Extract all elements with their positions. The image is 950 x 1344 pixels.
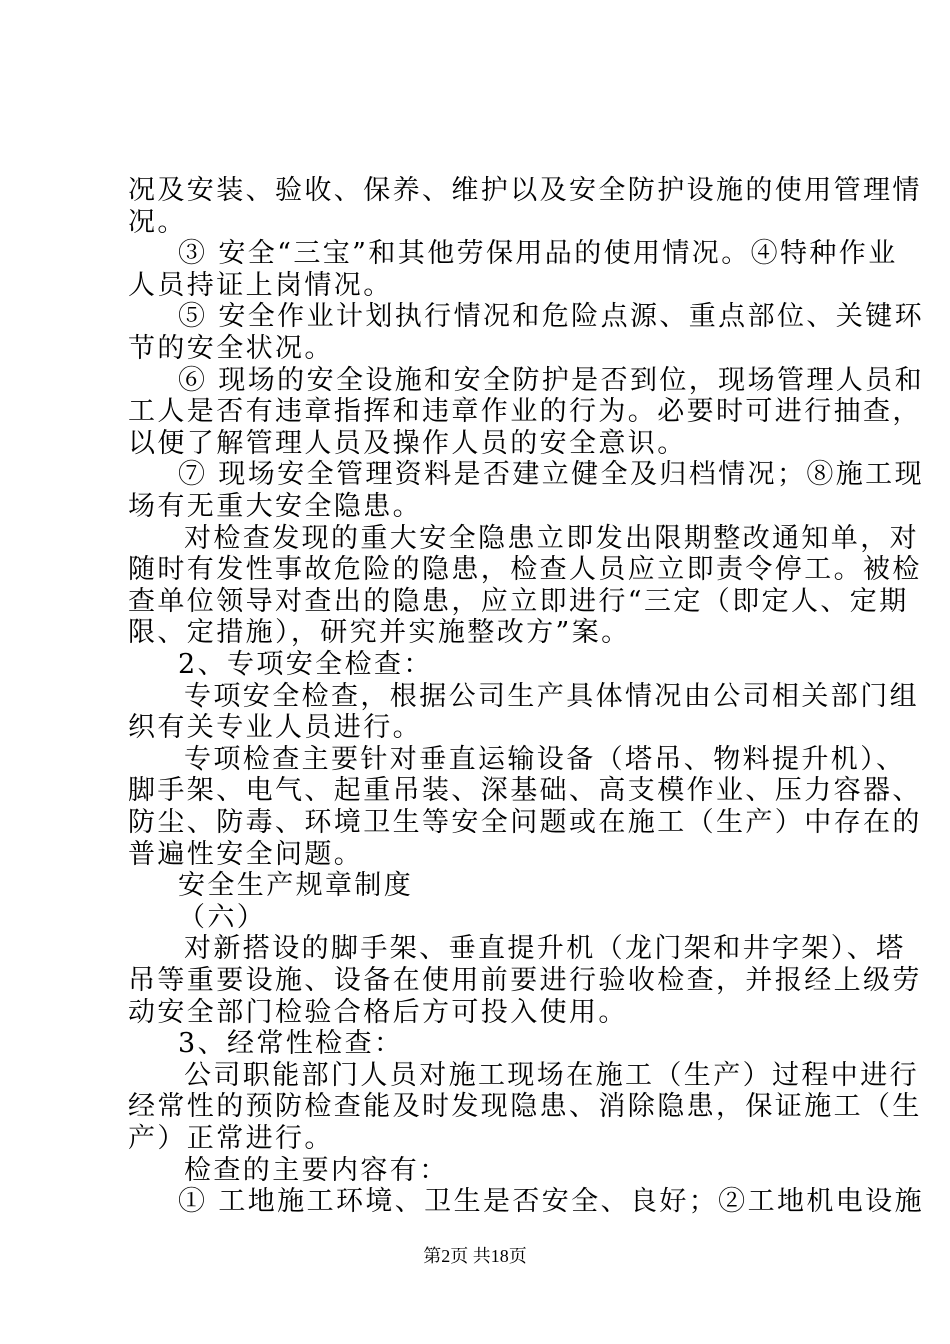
- body-line: ⑦ 现场安全管理资料是否建立健全及归档情况；⑧施工现: [178, 459, 924, 491]
- body-line: 公司职能部门人员对施工现场在施工（生产）过程中进行: [184, 1059, 919, 1091]
- section-heading: 3、经常性检查：: [178, 1028, 404, 1060]
- body-line: 专项安全检查，根据公司生产具体情况由公司相关部门组: [184, 680, 919, 712]
- body-line: 节的安全状况。: [128, 333, 334, 364]
- body-line: 场有无重大安全隐患。: [128, 491, 422, 522]
- body-line: 检查的主要内容有：: [184, 1154, 449, 1186]
- body-line: 动安全部门检验合格后方可投入使用。: [128, 996, 628, 1028]
- body-line: 产）正常进行。: [128, 1123, 334, 1154]
- body-line: 工人是否有违章指挥和违章作业的行为。必要时可进行抽查，: [128, 396, 922, 428]
- body-line: 防尘、防毒、环境卫生等安全问题或在施工（生产）中存在的: [128, 807, 922, 838]
- body-line: 人员持证上岗情况。: [128, 269, 393, 301]
- body-line: 况。: [128, 206, 187, 238]
- body-line: 普遍性安全问题。: [128, 838, 364, 870]
- body-line: 以便了解管理人员及操作人员的安全意识。: [128, 427, 687, 459]
- body-line: 对检查发现的重大安全隐患立即发出限期整改通知单，对: [184, 522, 919, 554]
- page-footer: 第2页 共18页: [423, 1246, 527, 1266]
- body-line: 织有关专业人员进行。: [128, 712, 422, 744]
- section-heading: 2、专项安全检查：: [178, 649, 433, 680]
- body-line: 对新搭设的脚手架、垂直提升机（龙门架和井字架）、塔: [184, 933, 906, 965]
- body-line: 况及安装、验收、保养、维护以及安全防护设施的使用管理情: [128, 175, 922, 206]
- body-line: ③ 安全“三宝”和其他劳保用品的使用情况。④特种作业: [178, 238, 898, 270]
- body-line: 查单位领导对查出的隐患，应立即进行“三定（即定人、定期: [128, 585, 909, 617]
- body-line: 限、定措施），研究并实施整改方”案。: [128, 617, 631, 649]
- body-line: 随时有发性事故危险的隐患，检查人员应立即责令停工。被检: [128, 554, 922, 586]
- body-line: ① 工地施工环境、卫生是否安全、良好；②工地机电设施: [178, 1186, 924, 1218]
- section-heading: 安全生产规章制度: [178, 870, 414, 902]
- body-line: 脚手架、电气、起重吊装、深基础、高支模作业、压力容器、: [128, 775, 922, 807]
- body-line: ⑥ 现场的安全设施和安全防护是否到位，现场管理人员和: [178, 364, 924, 396]
- body-line: 经常性的预防检查能及时发现隐患、消除隐患，保证施工（生: [128, 1091, 922, 1123]
- body-line: ⑤ 安全作业计划执行情况和危险点源、重点部位、关键环: [178, 301, 924, 333]
- body-line: 专项检查主要针对垂直运输设备（塔吊、物料提升机）、: [184, 743, 906, 775]
- body-line: 吊等重要设施、设备在使用前要进行验收检查，并报经上级劳: [128, 965, 922, 996]
- section-heading: （六）: [178, 901, 267, 933]
